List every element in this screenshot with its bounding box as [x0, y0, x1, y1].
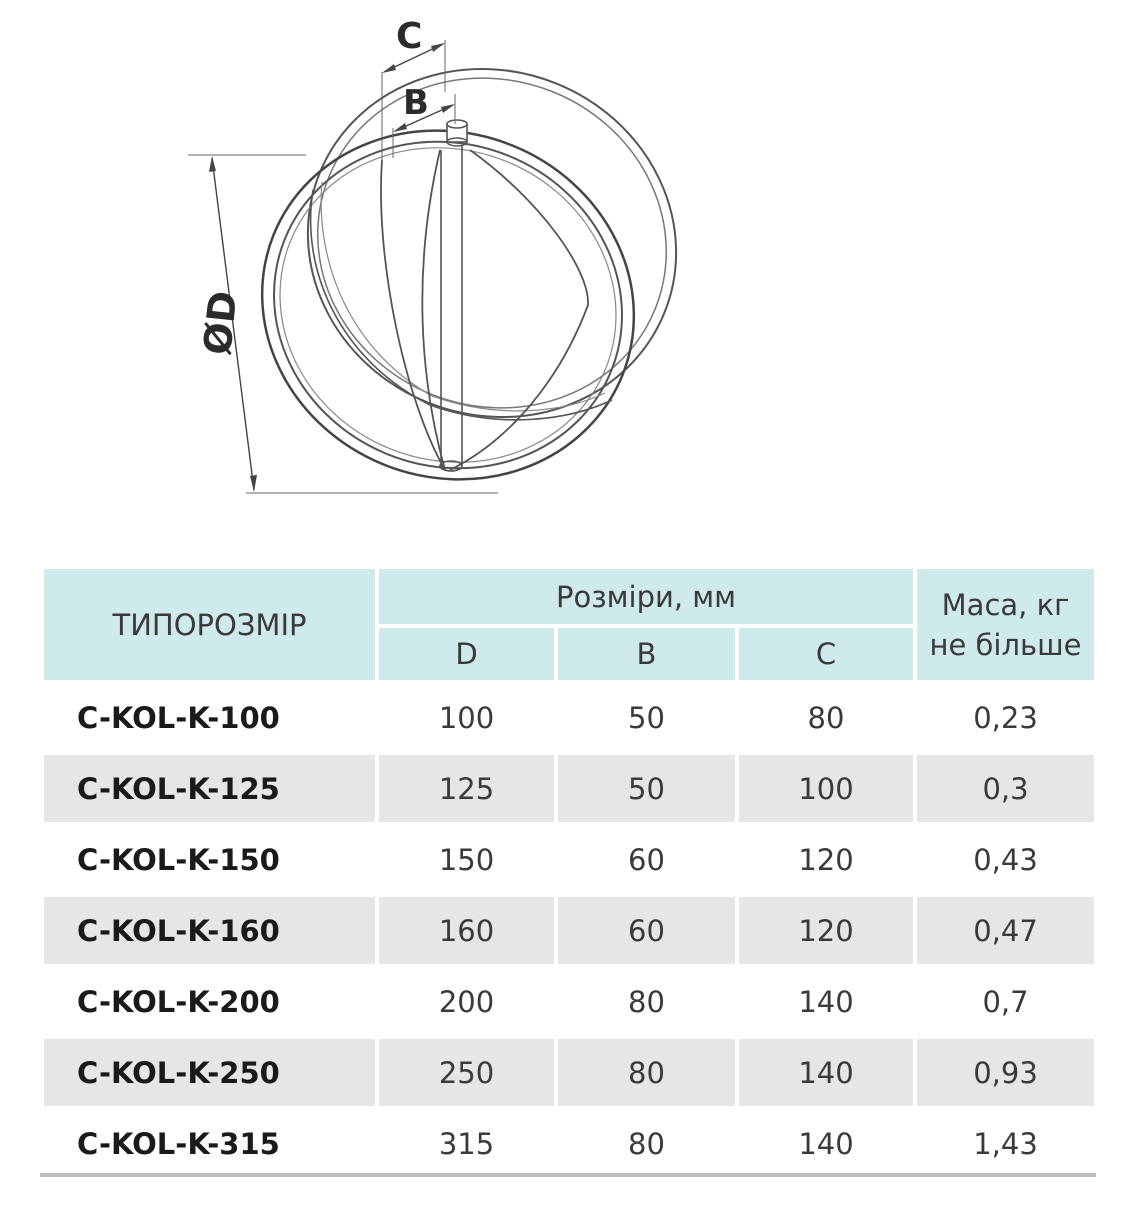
valve-flap-left [381, 150, 445, 470]
cell-mass: 0,93 [917, 1039, 1094, 1110]
valve-front-rim-lip [232, 98, 663, 513]
header-c: C [739, 628, 917, 684]
spec-table-head [44, 569, 1094, 684]
cell-c: 140 [739, 1110, 917, 1181]
cell-mass: 0,43 [917, 826, 1094, 897]
dim-d-arrow-top [209, 156, 216, 172]
valve-inner-channel-2 [321, 182, 605, 411]
valve-axle-cap-top [447, 120, 467, 128]
header-mass [917, 569, 1094, 684]
table-row [44, 897, 1094, 968]
table-row [44, 755, 1094, 826]
cell-b: 50 [558, 684, 739, 755]
cell-model: C-KOL-K-250 [44, 1039, 379, 1110]
cell-model: C-KOL-K-200 [44, 968, 379, 1039]
cell-b: 80 [558, 1110, 739, 1181]
valve-back-rim [255, 14, 729, 472]
header-d: D [379, 628, 558, 684]
cell-model: C-KOL-K-160 [44, 897, 379, 968]
spec-table-body [44, 684, 1094, 1181]
valve-drawing [0, 0, 1129, 560]
cell-mass: 0,3 [917, 755, 1094, 826]
cell-d: 250 [379, 1039, 558, 1110]
cell-c: 100 [739, 755, 917, 826]
dim-b-arrow-right [441, 104, 455, 113]
cell-d: 315 [379, 1110, 558, 1181]
cell-mass: 0,7 [917, 968, 1094, 1039]
dim-c-label: C [396, 16, 423, 57]
cell-d: 125 [379, 755, 558, 826]
valve-front-rim-inner [225, 90, 672, 520]
cell-c: 120 [739, 897, 917, 968]
table-row [44, 1110, 1094, 1181]
table-row [44, 1039, 1094, 1110]
cell-d: 100 [379, 684, 558, 755]
dim-d-arrow-bottom [250, 475, 257, 492]
cell-mass: 0,47 [917, 897, 1094, 968]
cell-mass: 0,23 [917, 684, 1094, 755]
cell-mass: 1,43 [917, 1110, 1094, 1181]
dim-b-arrow-left [393, 123, 407, 132]
table-row [44, 684, 1094, 755]
header-b: B [558, 628, 739, 684]
table-row [44, 968, 1094, 1039]
cell-model: C-KOL-K-150 [44, 826, 379, 897]
cell-b: 60 [558, 897, 739, 968]
dim-c-arrow-right [431, 43, 445, 52]
spec-table [44, 569, 1094, 1181]
header-dimensions-group: Розміри, мм [379, 569, 917, 628]
cell-c: 80 [739, 684, 917, 755]
cell-model: C-KOL-K-100 [44, 684, 379, 755]
header-mass-line1: Маса, кг [941, 587, 1070, 622]
table-row [44, 826, 1094, 897]
cell-d: 150 [379, 826, 558, 897]
cell-b: 60 [558, 826, 739, 897]
table-bottom-rule [40, 1173, 1096, 1177]
dim-b-label: B [403, 83, 429, 123]
cell-c: 140 [739, 1039, 917, 1110]
cell-b: 80 [558, 1039, 739, 1110]
cell-model: C-KOL-K-125 [44, 755, 379, 826]
cell-c: 120 [739, 826, 917, 897]
cell-d: 200 [379, 968, 558, 1039]
dim-c-arrow-left [382, 64, 396, 73]
cell-b: 50 [558, 755, 739, 826]
cell-c: 140 [739, 968, 917, 1039]
header-model: ТИПОРОЗМІР [44, 569, 379, 684]
header-mass-line2: не більше [929, 627, 1082, 662]
valve-back-rim-inner [268, 26, 716, 460]
cell-b: 80 [558, 968, 739, 1039]
cell-d: 160 [379, 897, 558, 968]
cell-model: C-KOL-K-315 [44, 1110, 379, 1181]
header-row-1 [44, 569, 1094, 628]
dim-d-label: ØD [195, 288, 246, 357]
